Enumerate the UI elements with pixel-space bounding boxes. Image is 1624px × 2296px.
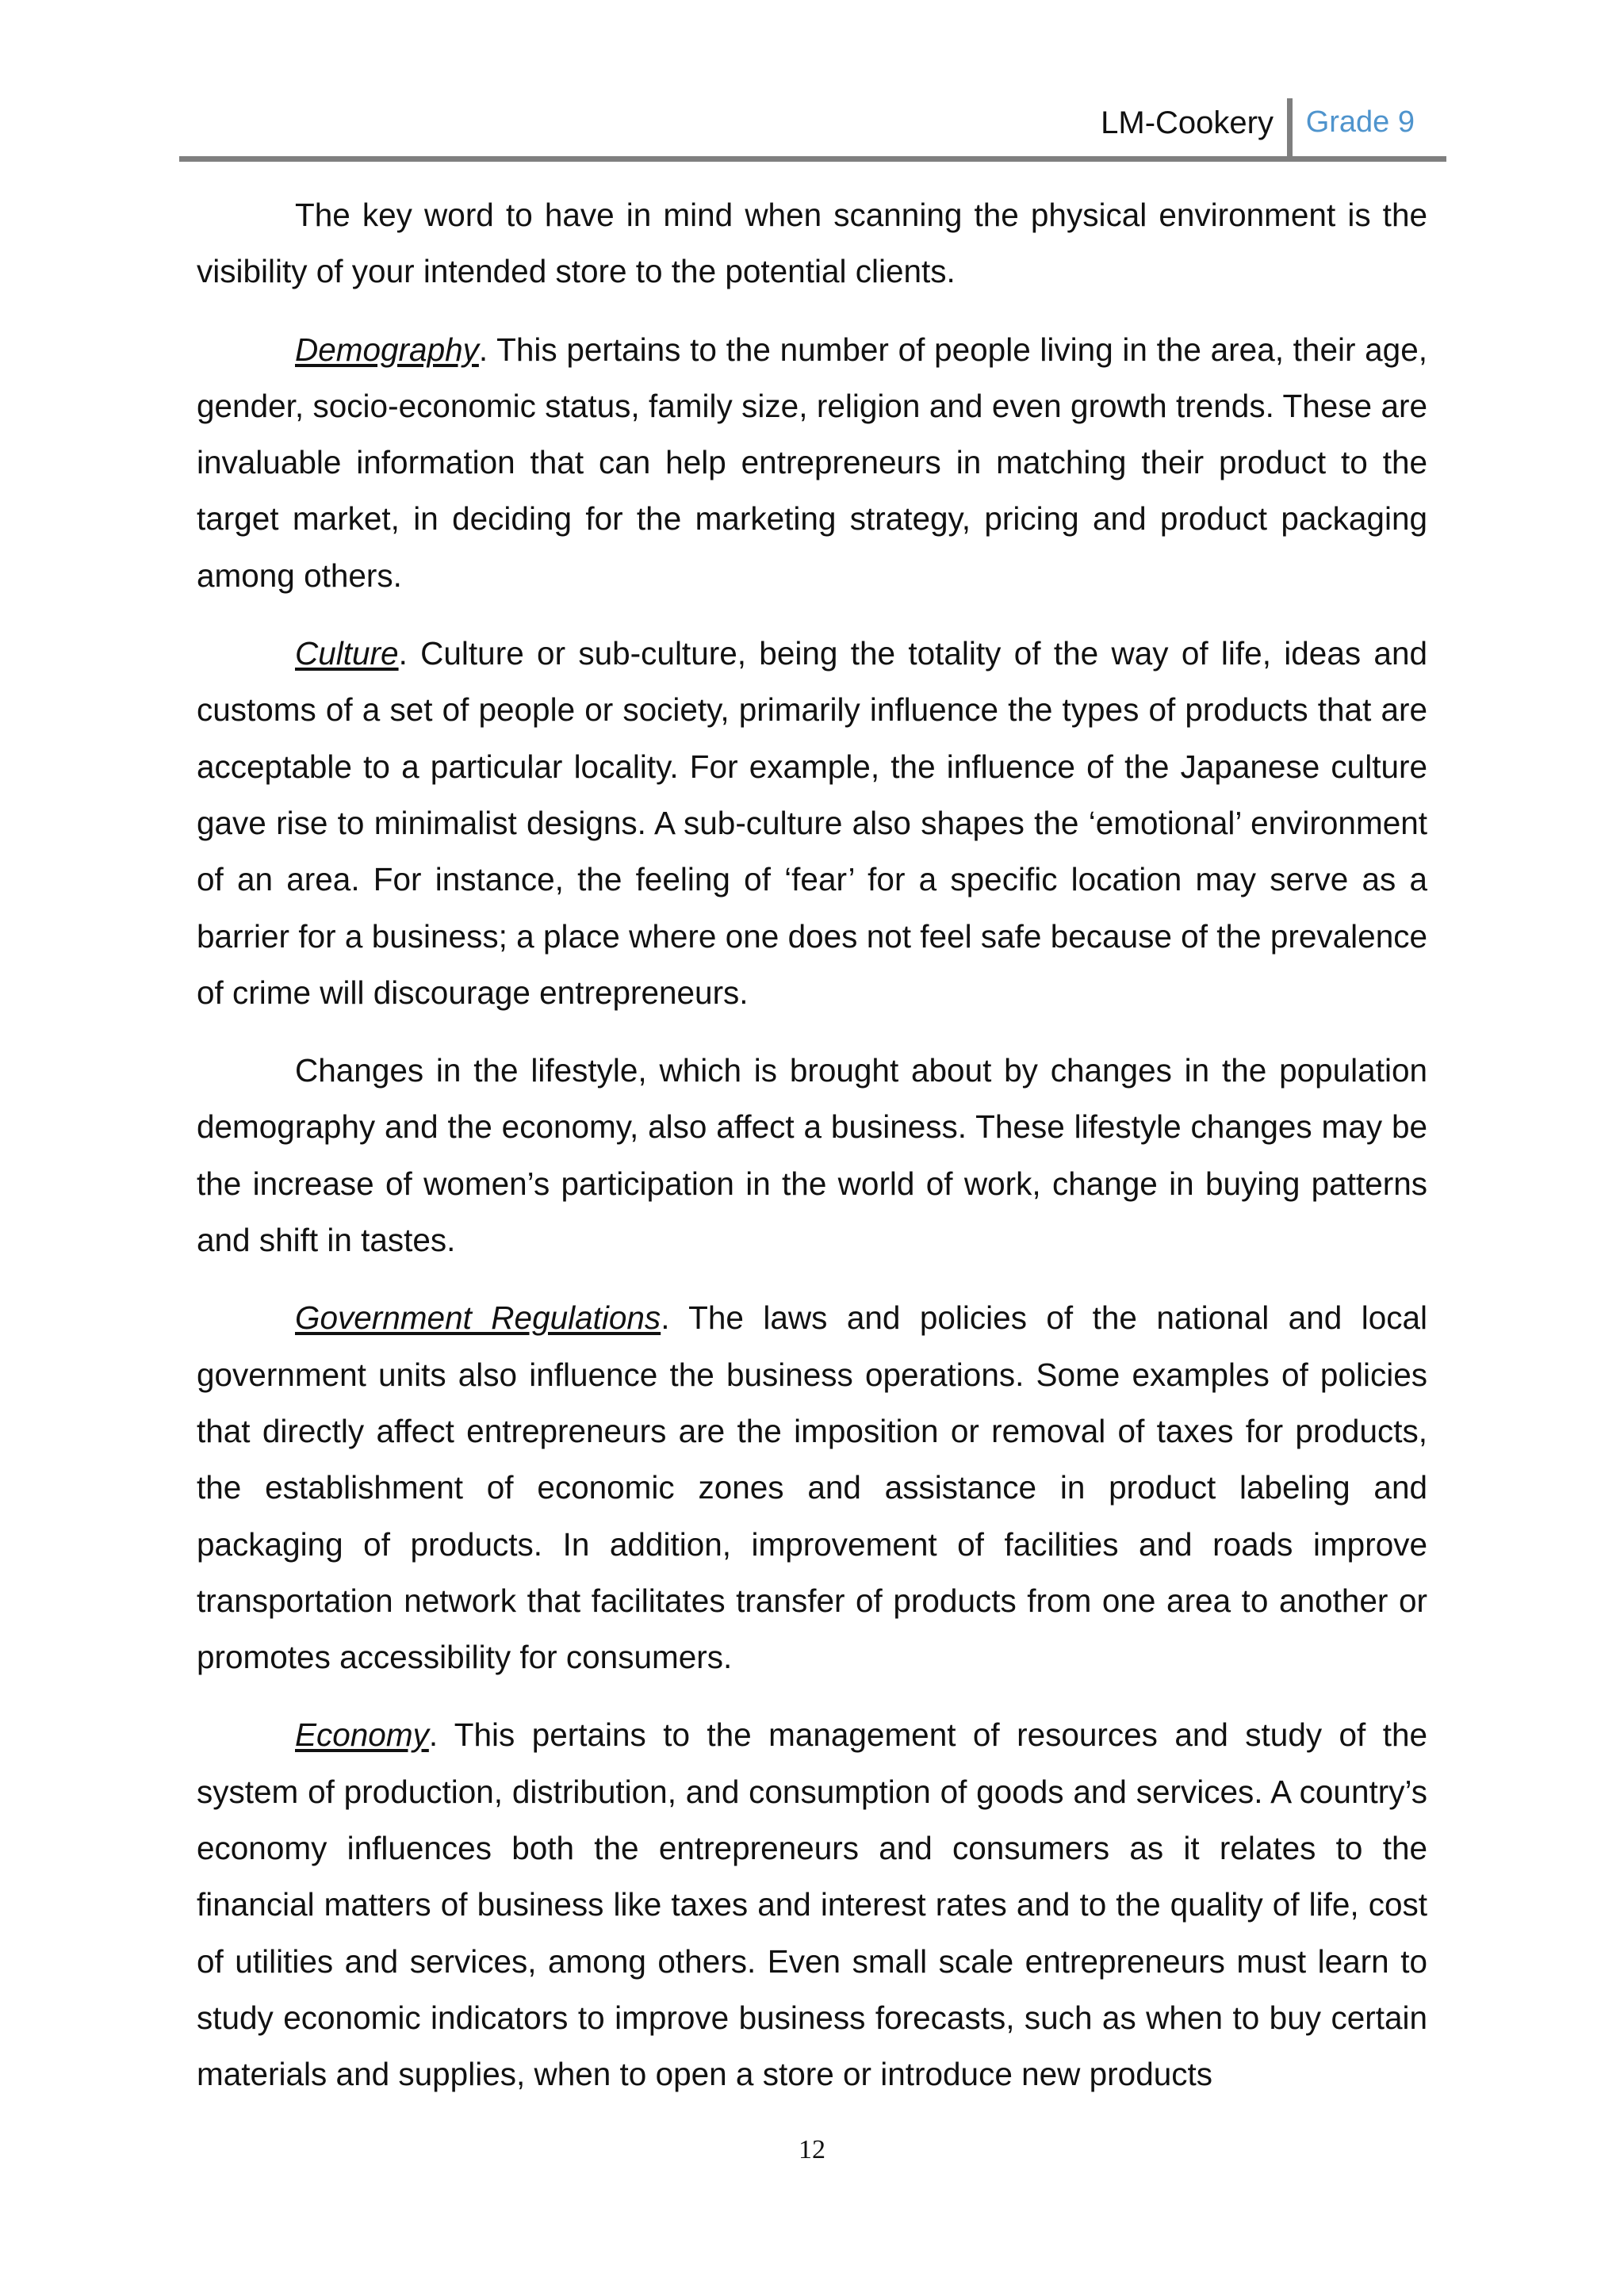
document-title: LM-Cookery — [1101, 105, 1274, 140]
header-rule — [179, 156, 1446, 162]
term-punctuation: . — [478, 331, 488, 368]
term-government-regulations: Government Regulations — [295, 1299, 661, 1337]
paragraph-government-regulations — [197, 1290, 1427, 1686]
page-header — [179, 95, 1446, 162]
paragraph-store-visibility — [197, 187, 1427, 300]
term-demography: Demography — [295, 331, 479, 368]
paragraph-culture — [197, 626, 1427, 1021]
header-divider — [1287, 98, 1293, 160]
term-punctuation: . — [398, 635, 408, 672]
paragraph-text: The key word to have in mind when scanning the physical environment is the visibility of your intended store to the potential clients. — [197, 197, 1427, 290]
term-culture: Culture — [295, 635, 399, 672]
term-punctuation: . — [428, 1716, 439, 1754]
paragraph-text: This pertains to the number of people living in the area, their age, gender, socio-economic status, family size, religion and even growth trends. These are invaluable information that can help entrepreneurs in matching their product to the target market, in deciding for the marketing strategy, pricing and product packaging among others. — [197, 331, 1427, 594]
paragraph-economy — [197, 1707, 1427, 2103]
grade-label: Grade 9 — [1305, 105, 1415, 139]
paragraph-demography — [197, 322, 1427, 604]
paragraph-text: Culture or sub-culture, being the totality of the way of life, ideas and customs of a set of people or society, primarily influence the types of products that are acceptable to a particular locality. For example, the influence of the Japanese culture gave rise to minimalist designs. A sub-culture also shapes the ‘emotional’ environment of an area. For instance, the feeling of ‘fear’ for a specific location may serve as a barrier for a business; a place where one does not feel safe because of the prevalence of crime will discourage entrepreneurs. — [197, 635, 1427, 1011]
paragraph-text: The laws and policies of the national and local government units also influence the business operations. Some examples of policies that directly affect entrepreneurs are the imposition or removal of taxes for products, the establishment of economic zones and assistance in product labeling and packaging of products. In addition, improvement of facilities and roads improve transportation network that facilitates transfer of products from one area to another or promotes accessibility for consumers. — [197, 1299, 1427, 1676]
page-body — [197, 187, 1427, 2125]
term-punctuation: . — [661, 1299, 670, 1337]
paragraph-lifestyle — [197, 1043, 1427, 1269]
term-economy: Economy — [295, 1716, 429, 1754]
paragraph-text: This pertains to the management of resources and study of the system of production, distribution, and consumption of goods and services. A country’s economy influences both the entrepreneurs and consumers as it relates to the financial matters of business like taxes and interest rates and to the quality of life, cost of utilities and services, among others. Even small scale entrepreneurs must learn to study economic indicators to improve business forecasts, such as when to buy certain materials and supplies, when to open a store or introduce new products — [197, 1716, 1427, 2093]
paragraph-text: Changes in the lifestyle, which is brought about by changes in the population demography and the economy, also affect a business. These lifestyle changes may be the increase of women’s participation in the world of work, change in buying patterns and shift in tastes. — [197, 1052, 1427, 1259]
page-number: 12 — [799, 2135, 825, 2164]
